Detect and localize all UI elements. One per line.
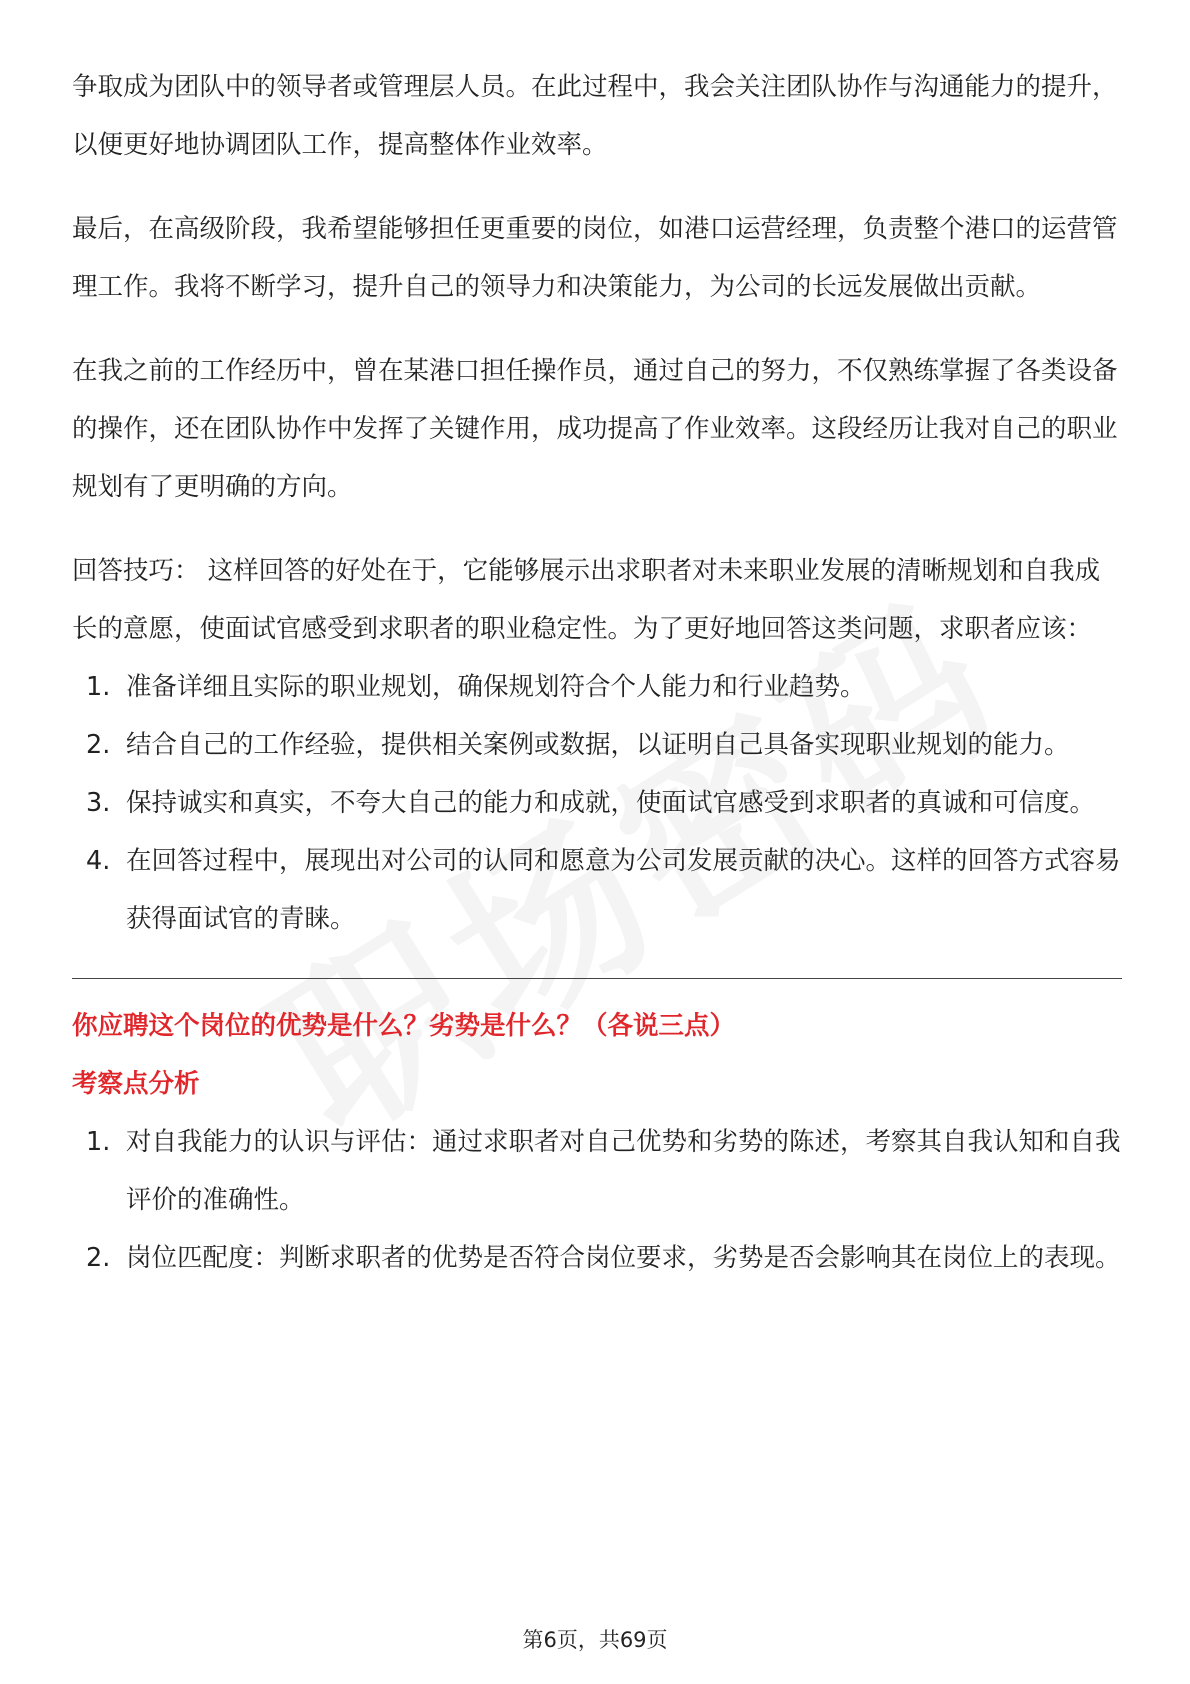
section-divider — [72, 978, 1122, 979]
paragraph: 争取成为团队中的领导者或管理层人员。在此过程中，我会关注团队协作与沟通能力的提升，以便更好地协调团队工作，提高整体作业效率。 — [72, 72, 1118, 160]
list-number: 1. — [86, 672, 111, 702]
list-item-text: 岗位匹配度：判断求职者的优势是否符合岗位要求，劣势是否会影响其在岗位上的表现。 — [126, 1243, 1121, 1273]
list-number: 4. — [86, 846, 111, 876]
list-item-text: 保持诚实和真实，不夸大自己的能力和成就，使面试官感受到求职者的真诚和可信度。 — [126, 788, 1096, 818]
paragraph: 最后，在高级阶段，我希望能够担任更重要的岗位，如港口运营经理，负责整个港口的运营管理工作。我将不断学习，提升自己的领导力和决策能力，为公司的长远发展做出贡献。 — [72, 214, 1118, 302]
list-item — [72, 658, 1122, 716]
answer-tips-paragraph: 回答技巧： 这样回答的好处在于，它能够展示出求职者对未来职业发展的清晰规划和自我成长的意愿，使面试官感受到求职者的职业稳定性。为了更好地回答这类问题，求职者应该： — [72, 556, 1101, 644]
list-number: 2. — [86, 730, 111, 760]
list-item — [72, 716, 1122, 774]
list-item — [72, 1229, 1122, 1287]
list-number: 2. — [86, 1243, 111, 1273]
question-title: 你应聘这个岗位的优势是什么？劣势是什么？（各说三点） — [72, 1011, 736, 1041]
list-number: 1. — [86, 1127, 111, 1157]
list-item — [72, 832, 1122, 948]
paragraph: 在我之前的工作经历中，曾在某港口担任操作员，通过自己的努力，不仅熟练掌握了各类设备的操作，还在团队协作中发挥了关键作用，成功提高了作业效率。这段经历让我对自己的职业规划有了更明确的方向。 — [72, 356, 1118, 502]
list-item-text: 在回答过程中，展现出对公司的认同和愿意为公司发展贡献的决心。这样的回答方式容易获得面试官的青睐。 — [126, 846, 1121, 934]
document-body — [72, 58, 1122, 1287]
analysis-heading: 考察点分析 — [72, 1069, 200, 1099]
list-item-text: 准备详细且实际的职业规划，确保规划符合个人能力和行业趋势。 — [126, 672, 866, 702]
page-number: 第6页，共69页 — [522, 1628, 668, 1652]
list-item — [72, 1113, 1122, 1229]
list-item-text: 结合自己的工作经验，提供相关案例或数据，以证明自己具备实现职业规划的能力。 — [126, 730, 1070, 760]
tips-list — [72, 658, 1122, 948]
list-item — [72, 774, 1122, 832]
list-item-text: 对自我能力的认识与评估：通过求职者对自己优势和劣势的陈述，考察其自我认知和自我评价的准确性。 — [126, 1127, 1121, 1215]
analysis-list — [72, 1113, 1122, 1287]
list-number: 3. — [86, 788, 111, 818]
